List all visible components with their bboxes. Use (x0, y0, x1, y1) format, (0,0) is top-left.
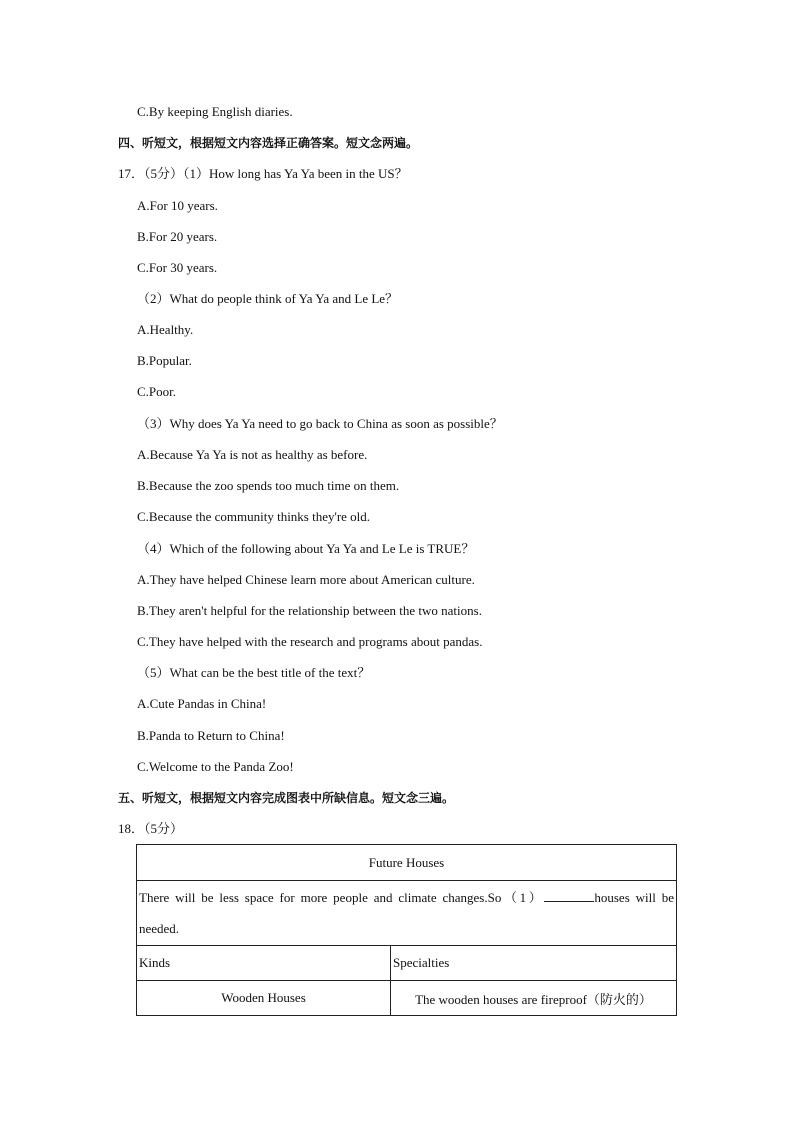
intro-text: There will be less space for more people and climate changes.So（1） (139, 890, 545, 905)
option-line: C.For 30 years. (137, 260, 218, 275)
option-line: B.Panda to Return to China! (137, 728, 285, 743)
question-18-number: 18．（5分） (118, 821, 184, 836)
section-5-heading: 五、听短文，根据短文内容完成图表中所缺信息。短文念三遍。 (118, 791, 455, 805)
option-line: B.For 20 years. (137, 229, 218, 244)
option-line: A.Because Ya Ya is not as healthy as before. (137, 447, 368, 462)
option-line: A.Healthy. (137, 322, 194, 337)
sub-question-stem: （4）Which of the following about Ya Ya and Le Le is TRUE？ (137, 541, 475, 556)
sub-question-stem: （1）How long has Ya Ya been in the US？ (183, 166, 408, 181)
option-line: A.They have helped Chinese learn more about American culture. (137, 572, 475, 587)
table-cell-kind: Wooden Houses (137, 981, 391, 1016)
table-intro (137, 881, 677, 946)
option-line: B.Because the zoo spends too much time on them. (137, 478, 400, 493)
table-cell-specialty: The wooden houses are fireproof（防火的） (391, 981, 677, 1016)
option-line: C.Poor. (137, 384, 177, 399)
option-line: B.They aren't helpful for the relationship between the two nations. (137, 603, 482, 618)
question-17-stem (118, 166, 408, 182)
sub-question-stem: （3）Why does Ya Ya need to go back to China as soon as possible？ (137, 416, 503, 431)
column-header-kinds: Kinds (137, 946, 391, 981)
question-number: 17．（5分） (118, 166, 184, 181)
previous-option-c: C.By keeping English diaries. (137, 104, 293, 119)
sub-question-stem: （5）What can be the best title of the text？ (137, 665, 371, 680)
option-line: B.Popular. (137, 353, 192, 368)
option-line: A.Cute Pandas in China! (137, 696, 267, 711)
section-4-heading: 四、听短文，根据短文内容选择正确答案。短文念两遍。 (118, 136, 419, 150)
option-line: A.For 10 years. (137, 198, 218, 213)
option-line: C.Welcome to the Panda Zoo! (137, 759, 294, 774)
future-houses-table (136, 844, 677, 1016)
sub-question-stem: （2）What do people think of Ya Ya and Le Le？ (137, 291, 399, 306)
table-title: Future Houses (137, 845, 677, 881)
option-line: C.They have helped with the research and programs about pandas. (137, 634, 483, 649)
option-line: C.Because the community thinks they're old. (137, 509, 371, 524)
column-header-specialties: Specialties (391, 946, 677, 981)
intro-text-end: houses will be needed. (139, 890, 674, 936)
answer-blank-1[interactable] (544, 889, 594, 902)
